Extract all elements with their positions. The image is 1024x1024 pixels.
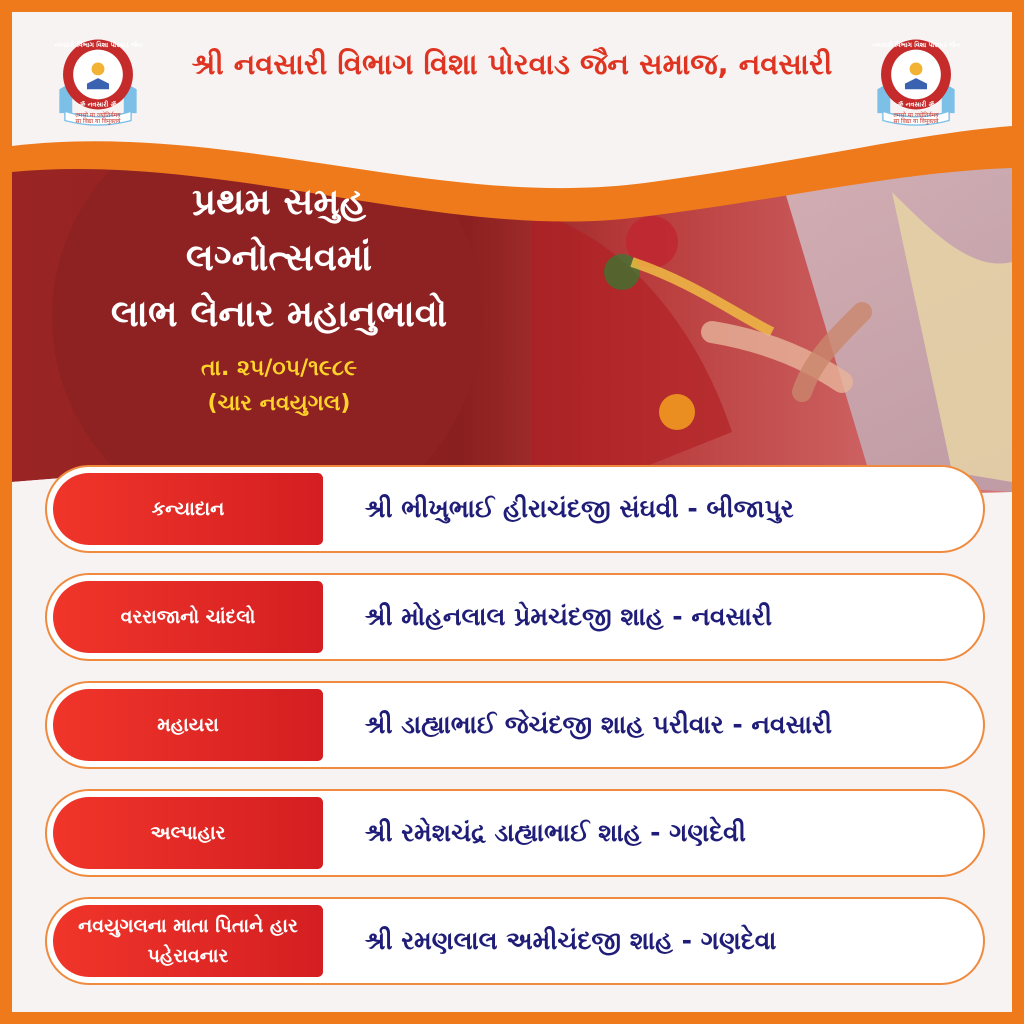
donor-row — [45, 465, 985, 553]
logo-ring-text: નવસારી વિભાગ વિશા પોરવાડ જૈન — [54, 40, 142, 49]
logo-ring-bottom: ॐ નવસારી ॐ — [79, 100, 117, 109]
society-logo-right — [870, 34, 962, 126]
donor-row-label: વરરાજાનો ચાંદલો — [53, 581, 323, 653]
hero-text-block — [44, 174, 514, 422]
hero-couples-count: (ચાર નવયુગલ) — [207, 391, 351, 416]
donor-row — [45, 681, 985, 769]
logo-motto-2: सा विद्या या विमुक्तये — [893, 118, 939, 126]
donor-row-name: શ્રી મોહનલાલ પ્રેમચંદજી શાહ - નવસારી — [365, 602, 772, 631]
logo-motto-2: सा विद्या या विमुक्तये — [75, 118, 121, 126]
hero-title-line-2: લગ્નોત્સવમાં — [185, 236, 373, 279]
hero-title-line-1: પ્રથમ સમુહ — [192, 180, 366, 223]
donor-row — [45, 897, 985, 985]
logo-ring-bottom: ॐ નવસારી ॐ — [897, 100, 935, 109]
donor-row-label: કન્યાદાન — [53, 473, 323, 545]
hero-title-line-3: લાભ લેનાર મહાનુભાવો — [110, 292, 448, 335]
society-logo-left — [52, 34, 144, 126]
donor-row-label: અલ્પાહાર — [53, 797, 323, 869]
donor-row-name: શ્રી રમણલાલ અમીચંદજી શાહ - ગણદેવા — [365, 926, 777, 955]
donor-row-label: મહાયરા — [53, 689, 323, 761]
donor-row-label: નવયુગલના માતા પિતાને હાર પહેરાવનાર — [53, 905, 323, 977]
header-title: શ્રી નવસારી વિભાગ વિશા પોરવાડ જૈન સમાજ, નવસારી — [191, 47, 833, 81]
logo-motto-1: तमसो मा ज्योतिर्गमय — [893, 111, 939, 119]
donor-row — [45, 789, 985, 877]
donor-row-name: શ્રી ભીખુભાઈ હીરાચંદજી સંઘવી - બીજાપુર — [365, 494, 794, 523]
hero-date: તા. ૨૫/૦૫/૧૯૮૯ — [200, 356, 358, 381]
donor-row — [45, 573, 985, 661]
logo-motto-1: तमसो मा ज्योतिर्गमय — [75, 111, 121, 119]
donor-row-name: શ્રી રમેશચંદ્ર ડાહ્યાભાઈ શાહ - ગણદેવી — [365, 818, 746, 847]
donor-row-name: શ્રી ડાહ્યાભાઈ જેચંદજી શાહ પરીવાર - નવસારી — [365, 710, 833, 739]
logo-ring-text: નવસારી વિભાગ વિશા પોરવાડ જૈન — [872, 40, 960, 49]
donor-list — [45, 465, 985, 1005]
